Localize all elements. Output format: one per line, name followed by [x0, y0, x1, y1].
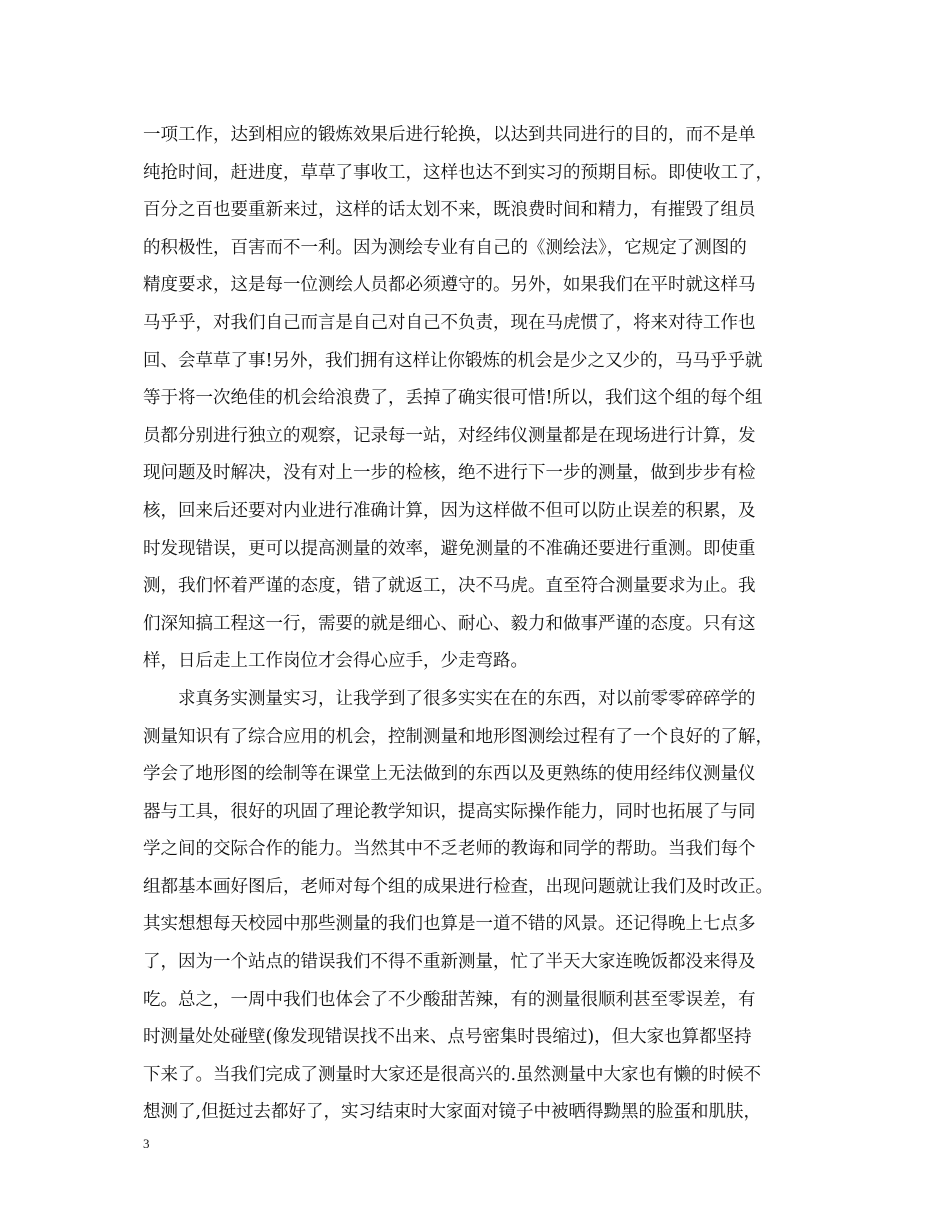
text-line: 学之间的交际合作的能力。当然其中不乏老师的教诲和同学的帮助。当我们每个: [143, 839, 756, 860]
text-line: 现问题及时解决，没有对上一步的检核，绝不进行下一步的测量，做到步步有检: [143, 463, 756, 484]
text-line: 学会了地形图的绘制等在课堂上无法做到的东西以及更熟练的使用经纬仪测量仪: [143, 764, 756, 785]
text-line: 百分之百也要重新来过，这样的话太划不来，既浪费时间和精力，有摧毁了组员: [143, 200, 756, 221]
text-line: 器与工具，很好的巩固了理论教学知识，提高实际操作能力，同时也拓展了与同: [143, 801, 756, 822]
text-line: 的积极性，百害而不一利。因为测绘专业有自己的《测绘法》，它规定了测图的: [143, 237, 747, 258]
text-line: 组都基本画好图后，老师对每个组的成果进行检查，出现问题就让我们及时改正。: [143, 876, 773, 897]
text-line: 求真务实测量实习，让我学到了很多实实在在的东西，对以前零零碎碎学的: [178, 688, 756, 709]
text-line: 下来了。当我们完成了测量时大家还是很高兴的.虽然测量中大家也有懒的时候不: [143, 1064, 762, 1085]
body-text: [143, 117, 808, 1132]
text-line: 纯抢时间，赶进度，草草了事收工，这样也达不到实习的预期目标。即使收工了，: [143, 162, 773, 183]
text-line: 时测量处处碰壁(像发现错误找不出来、点号密集时畏缩过)，但大家也算都坚持: [143, 1027, 752, 1048]
text-line: 想测了,但挺过去都好了，实习结束时大家面对镜子中被晒得黝黑的脸蛋和肌肤，: [143, 1102, 762, 1123]
text-line: 吃。总之，一周中我们也体会了不少酸甜苦辣，有的测量很顺利甚至零误差，有: [143, 989, 756, 1010]
text-line: 回、会草草了事!另外，我们拥有这样让你锻炼的机会是少之又少的，马马乎乎就: [143, 350, 763, 371]
text-line: 马乎乎，对我们自己而言是自己对自己不负责，现在马虎惯了，将来对待工作也: [143, 312, 756, 333]
text-line: 样，日后走上工作岗位才会得心应手，少走弯路。: [143, 651, 528, 672]
text-line: 等于将一次绝佳的机会给浪费了，丢掉了确实很可惜!所以，我们这个组的每个组: [143, 388, 763, 409]
text-line: 员都分别进行独立的观察，记录每一站，对经纬仪测量都是在现场进行计算，发: [143, 425, 756, 446]
text-line: 测量知识有了综合应用的机会，控制测量和地形图测绘过程有了一个良好的了解，: [143, 726, 773, 747]
text-line: 其实想想每天校园中那些测量的我们也算是一道不错的风景。还记得晚上七点多: [143, 914, 756, 935]
text-line: 了，因为一个站点的错误我们不得不重新测量，忙了半天大家连晚饭都没来得及: [143, 952, 756, 973]
text-line: 时发现错误，更可以提高测量的效率，避免测量的不准确还要进行重测。即使重: [143, 538, 756, 559]
page-number: 3: [143, 1136, 150, 1151]
text-line: 测，我们怀着严谨的态度，错了就返工，决不马虎。直至符合测量要求为止。我: [143, 576, 756, 597]
text-line: 精度要求，这是每一位测绘人员都必须遵守的。另外，如果我们在平时就这样马: [143, 275, 756, 296]
text-line: 一项工作，达到相应的锻炼效果后进行轮换，以达到共同进行的目的，而不是单: [143, 125, 756, 145]
text-line: 核，回来后还要对内业进行准确计算，因为这样做不但可以防止误差的积累，及: [143, 500, 756, 521]
text-line: 们深知搞工程这一行，需要的就是细心、耐心、毅力和做事严谨的态度。只有这: [143, 613, 756, 634]
